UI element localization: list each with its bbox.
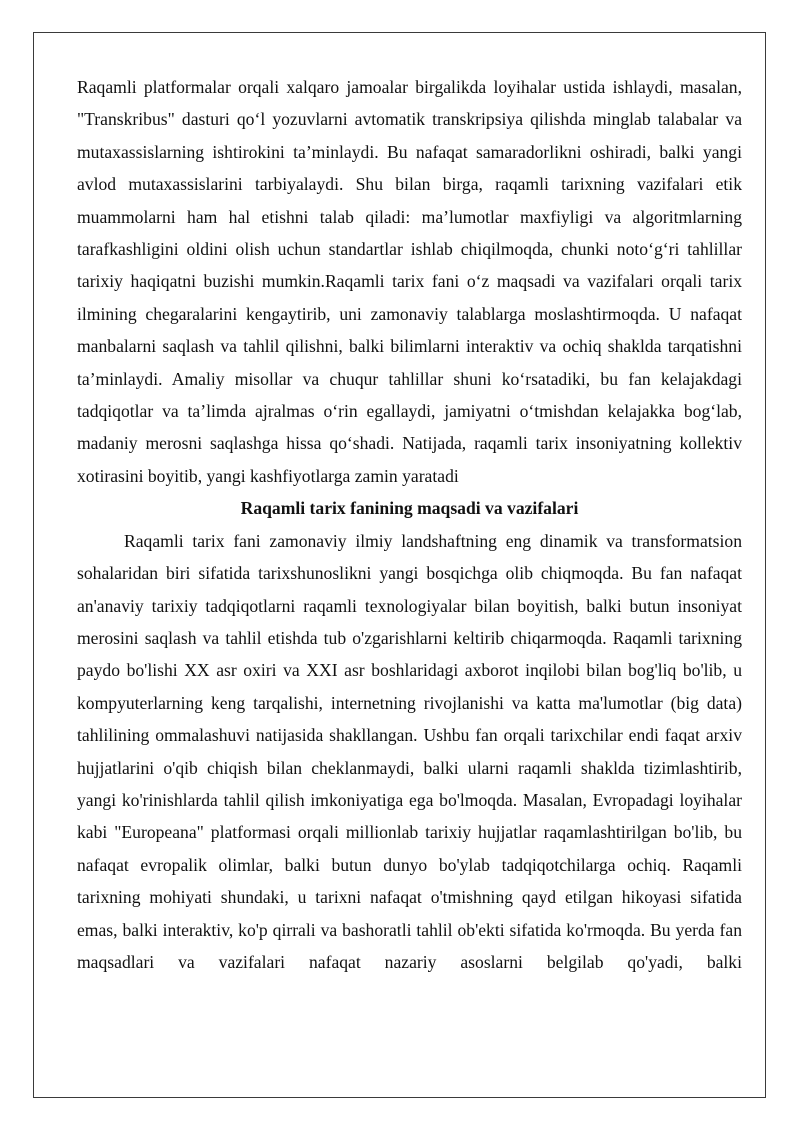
paragraph-intro: Raqamli platformalar orqali xalqaro jamoalar birgalikda loyihalar ustida ishlaydi, masalan, "Transkribus" dasturi qo‘l yozuvlarni avtomatik transkripsiya qilishda minglab talabalar va mutaxassislarning ishtirokini ta’minlaydi. Bu nafaqat samaradorlikni oshiradi, balki yangi avlod mutaxassislarini tarbiyalaydi. Shu bilan birga, raqamli tarixning vazifalari etik muammolarni ham hal etishni talab qiladi: ma’lumotlar maxfiyligi va algoritmlarning tarafkashligini oldini olish uchun standartlar ishlab chiqilmoqda, chunki noto‘g‘ri tahlillar tarixiy haqiqatni buzishi mumkin.Raqamli tarix fani o‘z maqsadi va vazifalari orqali tarix ilmining chegaralarini kengaytirib, uni zamonaviy talablarga moslashtirmoqda. U nafaqat manbalarni saqlash va tahlil qilishni, balki bilimlarni interaktiv va ochiq shaklda tarqatishni ta’minlaydi. Amaliy misollar va chuqur tahlillar shuni ko‘rsatadiki, bu fan kelajakdagi tadqiqotlar va ta’limda ajralmas o‘rin egallaydi, jamiyatni o‘tmishdan kelajakka bog‘lab, madaniy merosni saqlashga hissa qo‘shadi. Natijada, raqamli tarix insoniyatning kollektiv xotirasini boyitib, yangi kashfiyotlarga zamin yaratadi bbox=[77, 77, 742, 486]
document-body bbox=[77, 71, 742, 978]
section-heading: Raqamli tarix fanining maqsadi va vazifalari bbox=[240, 498, 579, 519]
paragraph-main: Raqamli tarix fani zamonaviy ilmiy landshaftning eng dinamik va transformatsion sohalaridan biri sifatida tarixshunoslikni yangi bosqichga olib chiqmoqda. Bu fan nafaqat an'anaviy tarixiy tadqiqotlarni raqamli texnologiyalar bilan boyitish, balki butun insoniyat merosini saqlash va tahlil etishda tub o'zgarishlarni keltirib chiqarmoqda. Raqamli tarixning paydo bo'lishi XX asr oxiri va XXI asr boshlaridagi axborot inqilobi bilan bog'liq bo'lib, u kompyuterlarning keng tarqalishi, internetning rivojlanishi va katta ma'lumotlar (big data) tahlilining ommalashuvi natijasida shakllangan. Ushbu fan orqali tarixchilar endi faqat arxiv hujjatlarini o'qib chiqish bilan cheklanmaydi, balki ularni raqamli shaklda tizimlashtirib, yangi ko'rinishlarda tahlil qilish imkoniyatiga ega bo'lmoqda. Masalan, Evropadagi loyihalar kabi "Europeana" platformasi orqali millionlab tarixiy hujjatlar raqamlashtirilgan bo'lib, bu nafaqat evropalik olimlar, balki butun dunyo bo'ylab tadqiqotchilarga ochiq. Raqamli tarixning mohiyati shundaki, u tarixni nafaqat o'tmishning qayd etilgan hikoyasi sifatida emas, balki interaktiv, ko'p qirrali va bashoratli tahlil ob'ekti sifatida ko'rmoqda. Bu yerda fan maqsadlari va vazifalari nafaqat nazariy asoslarni belgilab qo'yadi, balki bbox=[77, 530, 742, 972]
